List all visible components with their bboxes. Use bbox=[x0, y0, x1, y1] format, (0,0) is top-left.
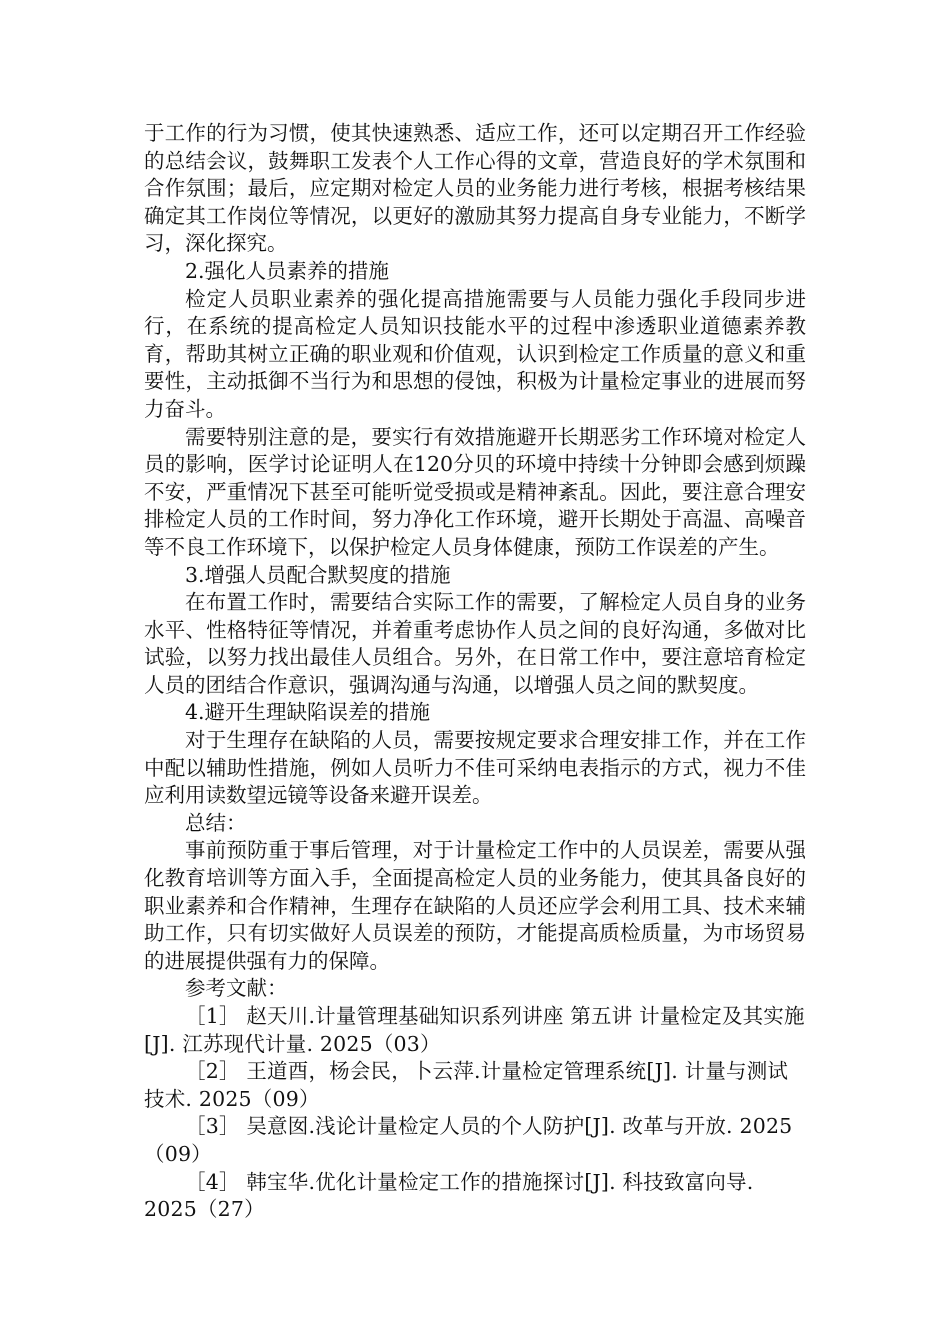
reference-item: ［4］ 韩宝华.优化计量检定工作的措施探讨[J]. 科技致富向导. 2025（27） bbox=[144, 1169, 754, 1222]
body-paragraph: 检定人员职业素养的强化提高措施需要与人员能力强化手段同步进行，在系统的提高检定人员知识技能水平的过程中渗透职业道德素养教育，帮助其树立正确的职业观和价值观，认识到检定工作质量的意义和重要性，主动抵御不当行为和思想的侵蚀，积极为计量检定事业的进展而努力奋斗。 bbox=[144, 286, 806, 421]
section-heading-4: 4.避开生理缺陷误差的措施 bbox=[185, 700, 431, 725]
reference-item: ［2］ 王道酉，杨会民，卜云萍.计量检定管理系统[J]. 计量与测试技术. 2025（09） bbox=[144, 1059, 789, 1111]
body-paragraph-continuation: 于工作的行为习惯，使其快速熟悉、适应工作，还可以定期召开工作经验的总结会议，鼓舞职工发表个人工作心得的文章，营造良好的学术氛围和合作氛围；最后，应定期对检定人员的业务能力进行考核，根据考核结果确定其工作岗位等情况，以更好的激励其努力提高自身专业能力，不断学习，深化探究。 bbox=[144, 121, 806, 256]
reference-item: ［3］ 吴意囡.浅论计量检定人员的个人防护[J]. 改革与开放. 2025（09） bbox=[144, 1114, 793, 1166]
body-paragraph: 在布置工作时，需要结合实际工作的需要，了解检定人员自身的业务水平、性格特征等情况，并着重考虑协作人员之间的良好沟通，多做对比试验，以努力找出最佳人员组合。另外，在日常工作中，要注意培育检定人员的团结合作意识，强调沟通与沟通，以增强人员之间的默契度。 bbox=[144, 590, 806, 697]
summary-paragraph: 事前预防重于事后管理，对于计量检定工作中的人员误差，需要从强化教育培训等方面入手，全面提高检定人员的业务能力，使其具备良好的职业素养和合作精神，生理存在缺陷的人员还应学会利用工具、技术来辅助工作，只有切实做好人员误差的预防，才能提高质检质量，为市场贸易的进展提供强有力的保障。 bbox=[144, 838, 806, 973]
document-page bbox=[144, 120, 806, 1224]
section-heading-3: 3.增强人员配合默契度的措施 bbox=[185, 562, 451, 587]
section-heading-2: 2.强化人员素养的措施 bbox=[185, 258, 390, 283]
body-paragraph: 对于生理存在缺陷的人员，需要按规定要求合理安排工作，并在工作中配以辅助性措施，例如人员听力不佳可采纳电表指示的方式，视力不佳应利用读数望远镜等设备来避开误差。 bbox=[144, 728, 806, 808]
references-heading: 参考文献： bbox=[185, 976, 288, 1001]
body-paragraph: 需要特别注意的是，要实行有效措施避开长期恶劣工作环境对检定人员的影响，医学讨论证明人在120分贝的环境中持续十分钟即会感到烦躁不安，严重情况下甚至可能听觉受损或是精神紊乱。因此，要注意合理安排检定人员的工作时间，努力净化工作环境，避开长期处于高温、高噪音等不良工作环境下，以保护检定人员身体健康，预防工作误差的产生。 bbox=[144, 424, 806, 559]
reference-item: ［1］ 赵天川.计量管理基础知识系列讲座 第五讲 计量检定及其实施[J]. 江苏现代计量. 2025（03） bbox=[144, 1004, 805, 1056]
summary-heading: 总结： bbox=[185, 810, 247, 835]
